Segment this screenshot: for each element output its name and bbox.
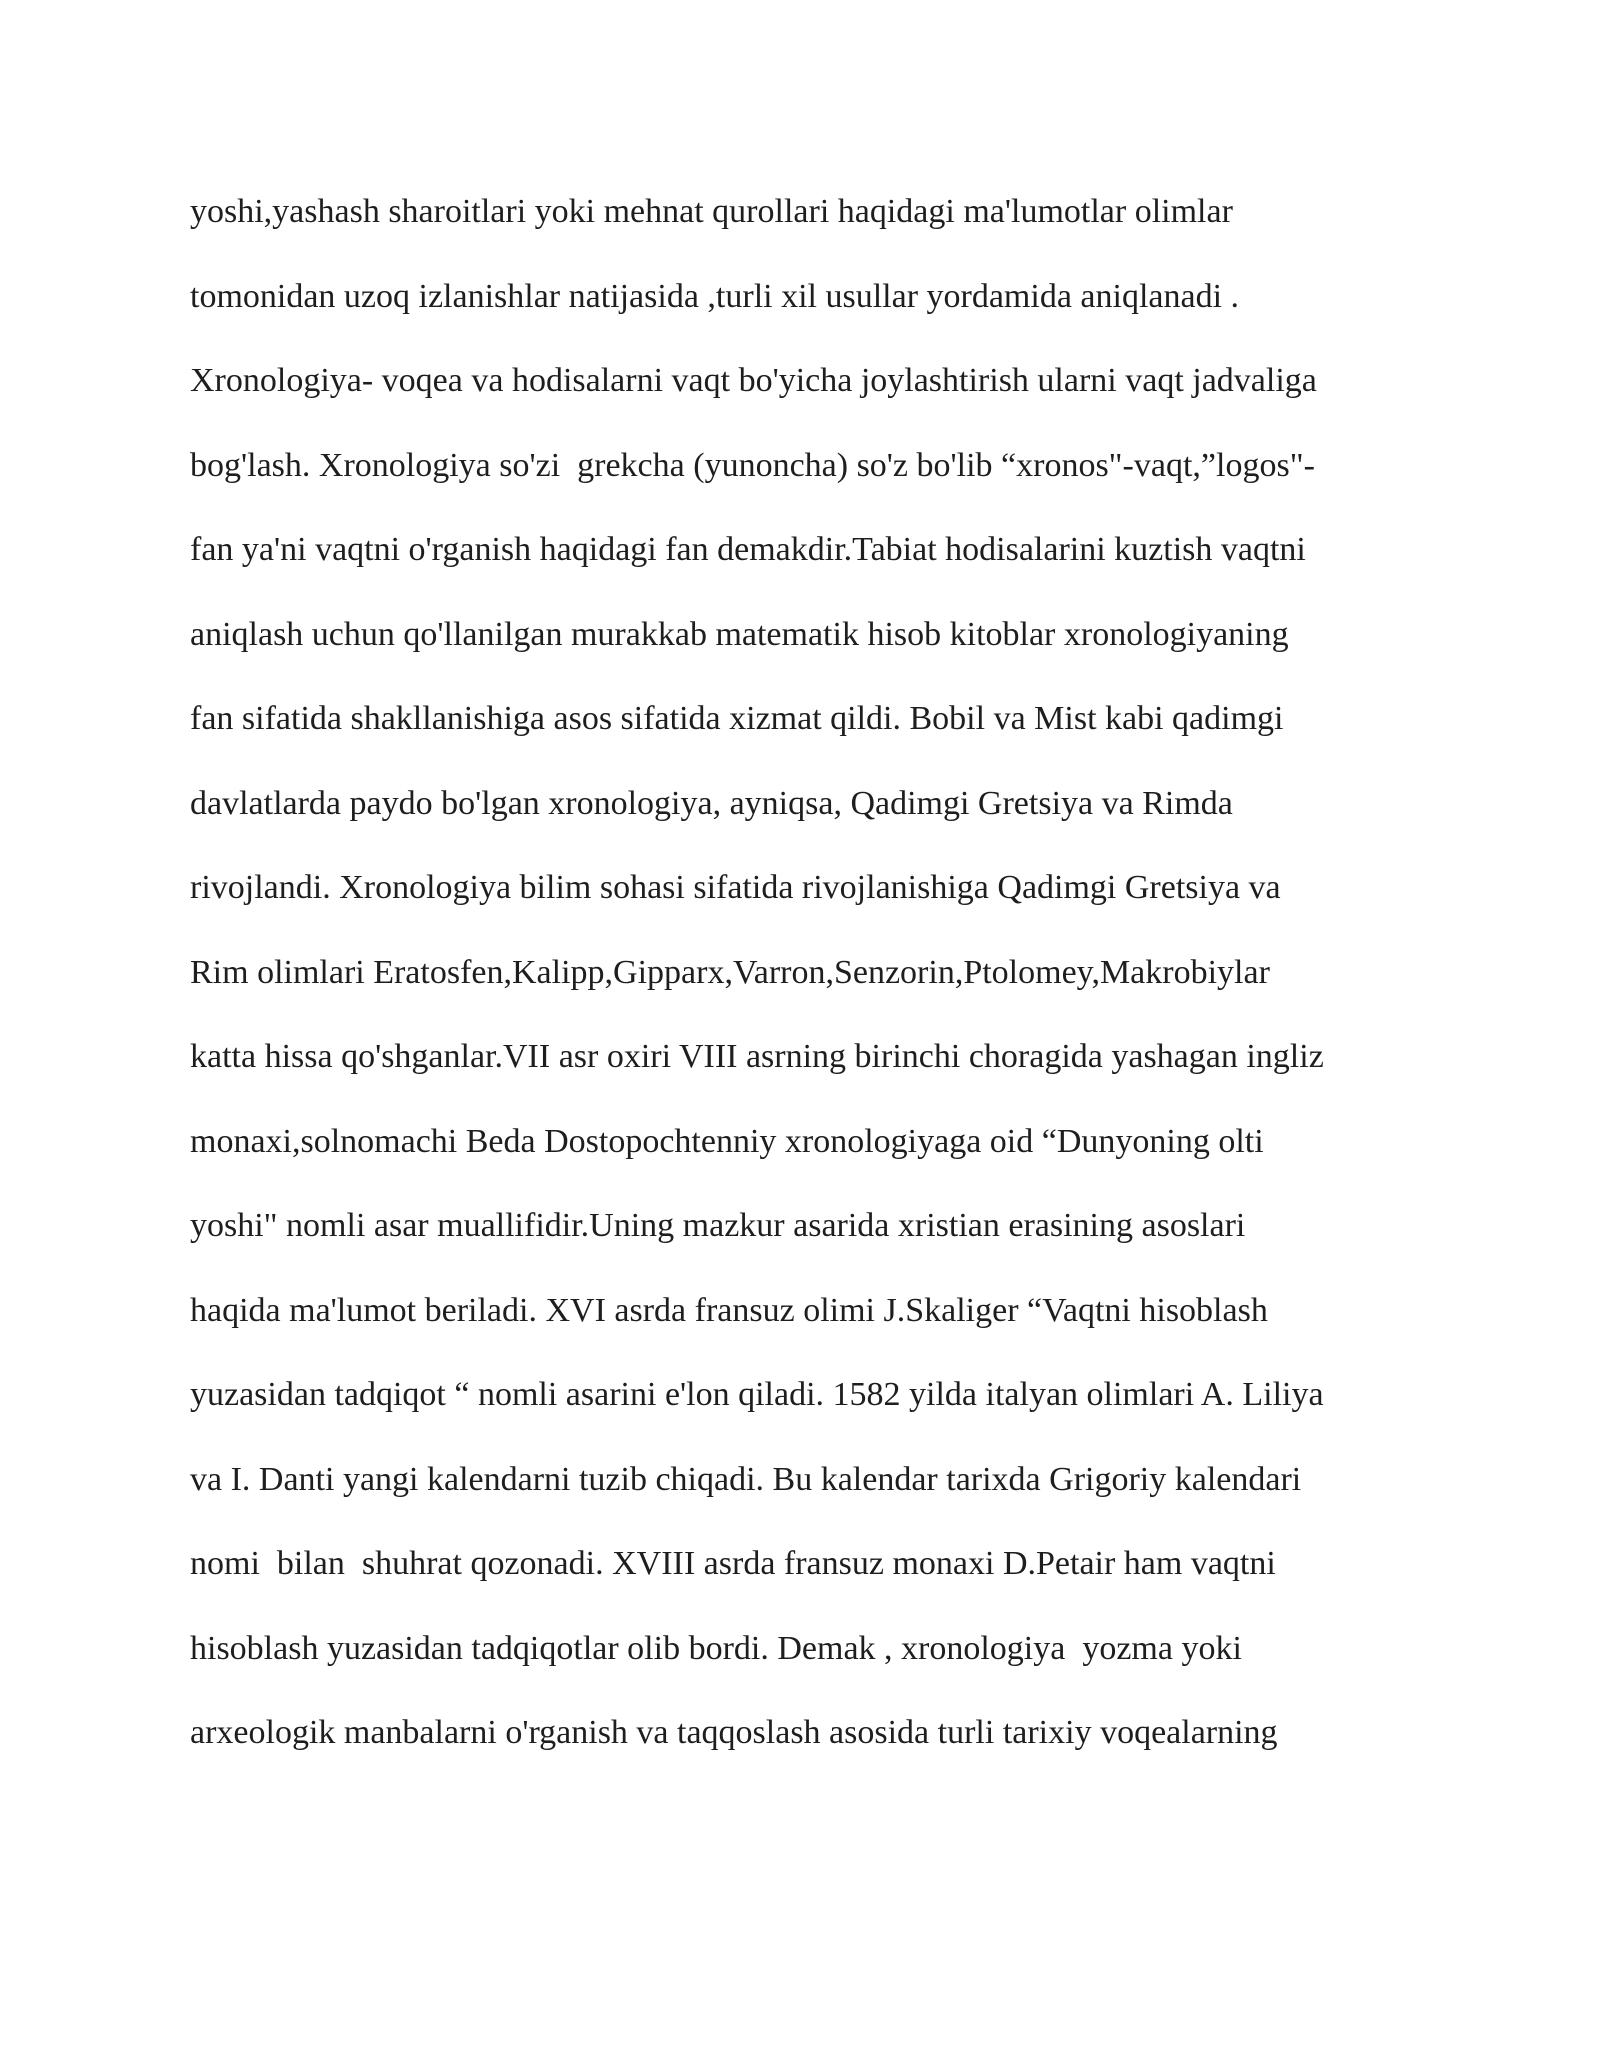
text-line: fan ya'ni vaqtni o'rganish haqidagi fan demakdir.Tabiat hodisalarini kuztish vaqtni <box>190 531 1306 568</box>
text-line: nomi bilan shuhrat qozonadi. XVIII asrda fransuz monaxi D.Petair ham vaqtni <box>190 1545 1276 1582</box>
text-line: arxeologik manbalarni o'rganish va taqqoslash asosida turli tarixiy voqealarning <box>190 1714 1278 1751</box>
text-line: hisoblash yuzasidan tadqiqotlar olib bordi. Demak , xronologiya yozma yoki <box>190 1629 1242 1667</box>
text-line: yoshi" nomli asar muallifidir.Uning mazkur asarida xristian erasining asoslari <box>190 1207 1246 1244</box>
text-line: yuzasidan tadqiqot “ nomli asarini e'lon qiladi. 1582 yilda italyan olimlari A. Liliya <box>190 1376 1324 1413</box>
body-text <box>190 182 1450 1788</box>
text-line: monaxi,solnomachi Beda Dostopochtenniy xronologiyaga oid “Dunyoning olti <box>190 1122 1264 1160</box>
text-line: yoshi,yashash sharoitlari yoki mehnat qurollari haqidagi ma'lumotlar olimlar <box>190 193 1233 230</box>
text-line: aniqlash uchun qo'llanilgan murakkab matematik hisob kitoblar xronologiyaning <box>190 615 1289 653</box>
text-line: bog'lash. Xronologiya so'zi grekcha (yunoncha) so'z bo'lib “xronos"-vaqt,”logos"- <box>190 446 1315 484</box>
text-line: haqida ma'lumot beriladi. XVI asrda fransuz olimi J.Skaliger “Vaqtni hisoblash <box>190 1291 1268 1329</box>
text-line: rivojlandi. Xronologiya bilim sohasi sifatida rivojlanishiga Qadimgi Gretsiya va <box>190 869 1281 906</box>
text-line: Xronologiya- voqea va hodisalarni vaqt bo'yicha joylashtirish ularni vaqt jadvaliga <box>190 362 1317 399</box>
text-line: katta hissa qo'shganlar.VII asr oxiri VIII asrning birinchi choragida yashagan ingliz <box>190 1038 1324 1075</box>
text-line: fan sifatida shakllanishiga asos sifatida xizmat qildi. Bobil va Mist kabi qadimgi <box>190 700 1284 737</box>
text-line: tomonidan uzoq izlanishlar natijasida ,turli xil usullar yordamida aniqlanadi . <box>190 277 1240 315</box>
text-line: Rim olimlari Eratosfen,Kalipp,Gipparx,Varron,Senzorin,Ptolomey,Makrobiylar <box>190 953 1270 991</box>
text-line: va I. Danti yangi kalendarni tuzib chiqadi. Bu kalendar tarixda Grigoriy kalendari <box>190 1460 1302 1498</box>
text-line: davlatlarda paydo bo'lgan xronologiya, ayniqsa, Qadimgi Gretsiya va Rimda <box>190 784 1233 822</box>
